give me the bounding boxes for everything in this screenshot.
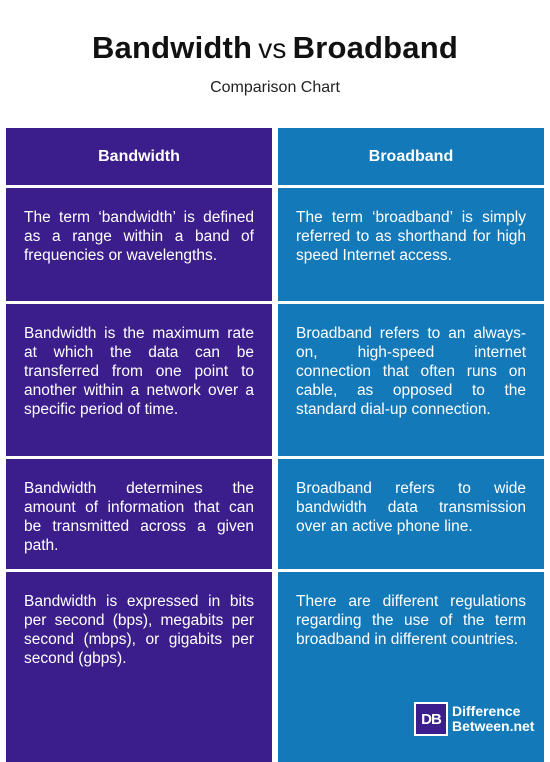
broadband-row-1: The term ‘broadband’ is simply referred to as shorthand for high speed Internet access. xyxy=(278,188,544,301)
logo-text xyxy=(452,704,534,734)
logo-mark-icon: DB xyxy=(414,702,448,736)
logo-line-1: Difference xyxy=(452,703,521,719)
logo-line-2: Between.net xyxy=(452,718,535,734)
page-subtitle: Comparison Chart xyxy=(210,79,340,96)
bandwidth-heading: Bandwidth xyxy=(6,128,272,185)
broadband-heading: Broadband xyxy=(278,128,544,185)
title-vs: vs xyxy=(258,33,287,64)
broadband-row-2: Broadband refers to an always-on, high-speed internet connection that often runs on cable, as opposed to the standard dial-up connection. xyxy=(278,304,544,456)
site-logo xyxy=(414,700,534,738)
page-title xyxy=(0,30,550,66)
bandwidth-row-2: Bandwidth is the maximum rate at which the data can be transferred from one point to another within a network over a specific period of time. xyxy=(6,304,272,456)
bandwidth-row-3: Bandwidth determines the amount of information that can be transmitted across a given path. xyxy=(6,459,272,569)
title-right: Broadband xyxy=(292,30,459,65)
bandwidth-row-1: The term ‘bandwidth’ is defined as a range within a band of frequencies or wavelengths. xyxy=(6,188,272,301)
broadband-row-4: There are different regulations regarding the use of the term broadband in different countries. xyxy=(278,572,544,762)
title-left: Bandwidth xyxy=(91,30,253,65)
broadband-row-3: Broadband refers to wide bandwidth data transmission over an active phone line. xyxy=(278,459,544,569)
bandwidth-row-4: Bandwidth is expressed in bits per second (bps), megabits per second (mbps), or gigabits per second (gbps). xyxy=(6,572,272,762)
